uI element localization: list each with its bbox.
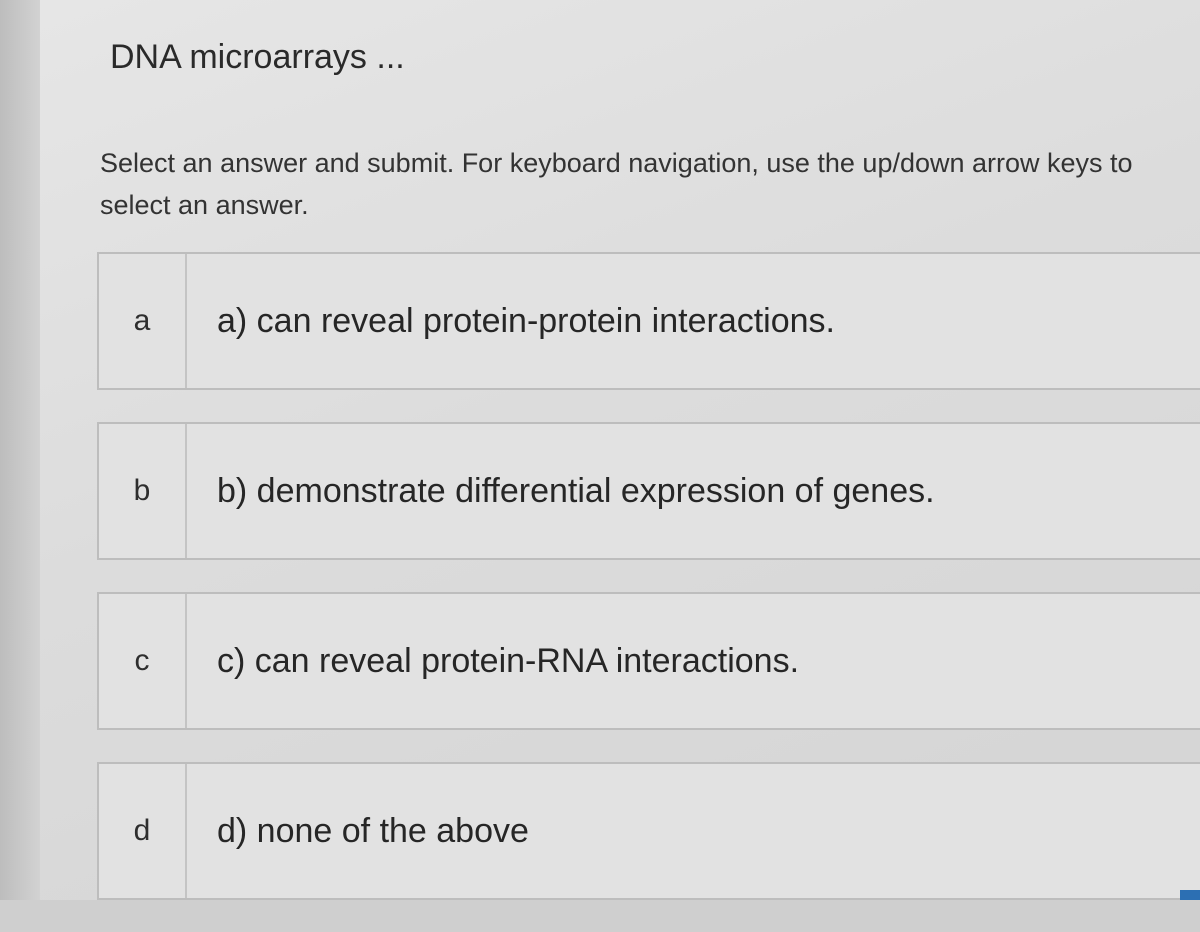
instructions-text: Select an answer and submit. For keyboard navigation, use the up/down arrow keys to select an answer. — [100, 148, 1133, 220]
option-text-a: a) can reveal protein-protein interactions. — [217, 301, 835, 340]
option-text-d: d) none of the above — [217, 811, 529, 850]
screen-left-edge — [0, 0, 40, 900]
question-title: DNA microarrays ... — [110, 38, 405, 76]
answer-option-a[interactable] — [97, 252, 1200, 390]
option-letter-b: b — [99, 424, 187, 558]
submit-button-edge[interactable] — [1180, 890, 1200, 900]
answer-options — [97, 252, 1200, 932]
answer-option-d[interactable] — [97, 762, 1200, 900]
option-text-c: c) can reveal protein-RNA interactions. — [217, 641, 800, 680]
option-letter-c: c — [99, 594, 187, 728]
option-text-b: b) demonstrate differential expression of genes. — [217, 471, 935, 510]
answer-option-b[interactable] — [97, 422, 1200, 560]
option-letter-a: a — [99, 254, 187, 388]
option-letter-d: d — [99, 764, 187, 898]
answer-option-c[interactable] — [97, 592, 1200, 730]
